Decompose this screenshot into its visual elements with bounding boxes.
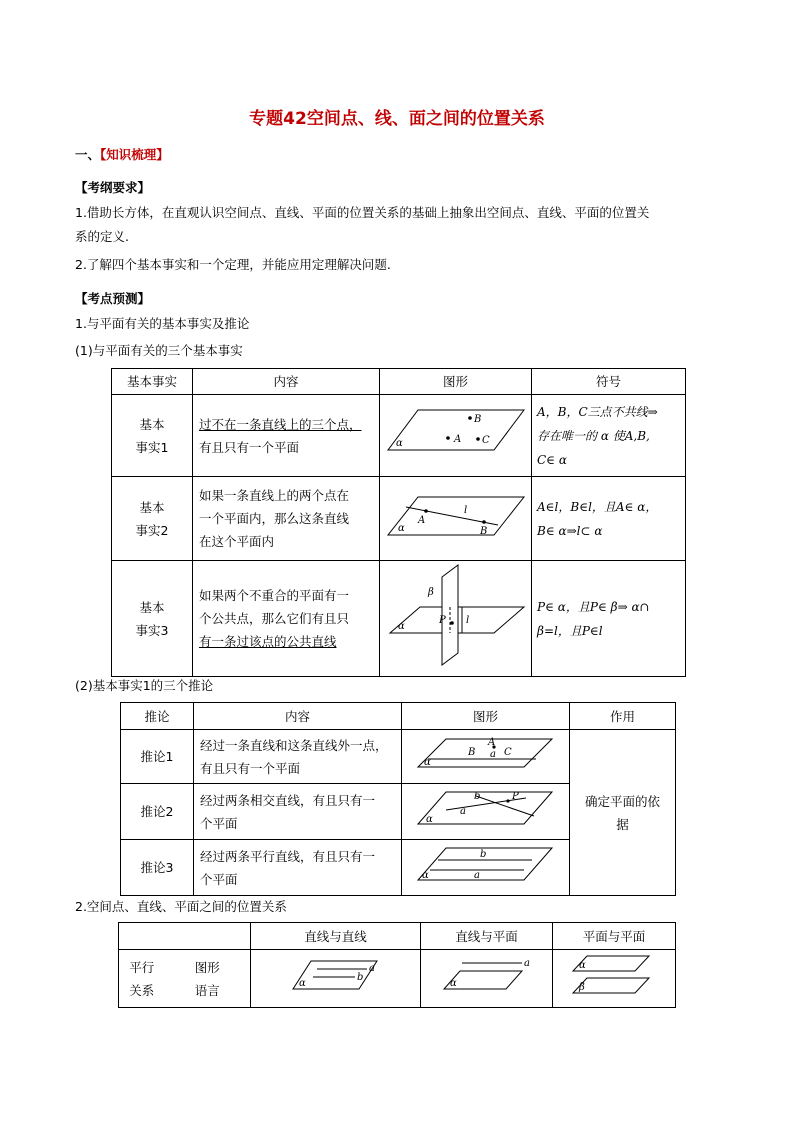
- svg-text:C: C: [481, 435, 490, 446]
- figure-cell: [380, 477, 532, 561]
- corollary-heading: (2)基本事实1的三个推论: [75, 678, 214, 693]
- table-row: [112, 561, 686, 677]
- svg-text:l: l: [465, 615, 469, 626]
- svg-text:b: b: [479, 849, 486, 860]
- header-cell: [119, 923, 251, 950]
- header-cell: 平面与平面: [553, 923, 676, 950]
- corollary-table: [120, 702, 676, 896]
- row-content: 如果两个不重合的平面有一 个公共点，那么它们有且只 有一条过该点的公共直线: [193, 561, 380, 677]
- outline-item-1: 1.借助长方体，在直观认识空间点、直线、平面的位置关系的基础上抽象出空间点、直线、平面的位置关: [75, 205, 650, 220]
- row-sub-label: 图形 语言: [165, 950, 251, 1008]
- figure-cell: [421, 950, 553, 1008]
- row-content: 过不在一条直线上的三个点， 有且只有一个平面: [193, 395, 380, 477]
- relation-heading: 2.空间点、直线、平面之间的位置关系: [75, 899, 287, 914]
- row-label: 平行 关系: [119, 950, 165, 1008]
- corollary-2-figure: [416, 786, 556, 830]
- svg-text:α: α: [421, 870, 429, 881]
- header-cell: 图形: [402, 703, 570, 730]
- outline-heading: 【考纲要求】: [75, 180, 151, 195]
- row-symbol: A，B，C三点不共线⇒ 存在唯一的 α 使A,B, C∈ α: [532, 395, 686, 477]
- svg-text:α: α: [298, 978, 306, 989]
- line-plane-parallel-figure: [442, 957, 532, 993]
- figure-cell: [402, 840, 570, 896]
- header-cell: 作用: [570, 703, 676, 730]
- svg-text:a: a: [489, 749, 496, 760]
- svg-text:α: α: [449, 978, 457, 989]
- svg-text:B: B: [467, 747, 475, 758]
- forecast-heading: 【考点预测】: [75, 291, 151, 306]
- two-planes-intersect-figure: [386, 561, 526, 669]
- svg-text:l: l: [463, 505, 467, 516]
- row-content: 经过一条直线和这条直线外一点， 有且只有一个平面: [194, 730, 402, 784]
- svg-text:α: α: [423, 757, 431, 768]
- header-cell: 图形: [380, 369, 532, 395]
- table-row: [119, 950, 676, 1008]
- line-in-plane-figure: [386, 485, 526, 545]
- role-cell: 确定平面的依 据: [570, 730, 676, 896]
- svg-text:A: A: [487, 737, 495, 748]
- row-name: 推论1: [121, 730, 194, 784]
- svg-text:C: C: [503, 747, 512, 758]
- row-name: 基本 事实3: [112, 561, 193, 677]
- svg-text:α: α: [425, 814, 433, 825]
- plane-three-points-figure: [386, 402, 526, 462]
- outline-item-2: 2.了解四个基本事实和一个定理，并能应用定理解决问题.: [75, 257, 391, 272]
- figure-cell: [402, 730, 570, 784]
- row-content: 经过两条平行直线，有且只有一 个平面: [194, 840, 402, 896]
- relation-table: [118, 922, 676, 1008]
- row-name: 基本 事实1: [112, 395, 193, 477]
- figure-cell: [553, 950, 676, 1008]
- forecast-point-1: 1.与平面有关的基本事实及推论: [75, 316, 250, 331]
- corollary-3-figure: [416, 842, 556, 886]
- svg-text:b: b: [356, 972, 363, 983]
- svg-text:α: α: [397, 523, 405, 534]
- header-cell: 基本事实: [112, 369, 193, 395]
- figure-cell: [402, 784, 570, 840]
- svg-text:a: a: [368, 963, 375, 974]
- row-name: 推论3: [121, 840, 194, 896]
- svg-text:B: B: [479, 526, 487, 537]
- header-cell: 直线与直线: [251, 923, 421, 950]
- row-content: 如果一条直线上的两个点在 一个平面内，那么这条直线 在这个平面内: [193, 477, 380, 561]
- page-title: 专题42空间点、线、面之间的位置关系: [249, 109, 545, 129]
- forecast-point-1-sub: (1)与平面有关的三个基本事实: [75, 343, 243, 358]
- svg-text:α: α: [397, 621, 405, 632]
- svg-text:β: β: [579, 982, 585, 993]
- figure-cell: [251, 950, 421, 1008]
- header-cell: 推论: [121, 703, 194, 730]
- svg-text:a: a: [459, 806, 466, 817]
- svg-text:a: a: [523, 958, 530, 969]
- svg-text:b: b: [473, 791, 480, 802]
- row-name: 基本 事实2: [112, 477, 193, 561]
- figure-cell: [380, 561, 532, 677]
- figure-cell: [380, 395, 532, 477]
- table-row: [121, 730, 676, 784]
- row-content: 经过两条相交直线，有且只有一 个平面: [194, 784, 402, 840]
- row-symbol: A∈l，B∈l，且A∈ α， B∈ α⇒l⊂ α: [532, 477, 686, 561]
- basic-facts-table: [111, 368, 686, 677]
- header-cell: 内容: [194, 703, 402, 730]
- svg-text:P: P: [511, 791, 519, 802]
- svg-text:α: α: [579, 960, 586, 971]
- table-row: [112, 395, 686, 477]
- svg-text:A: A: [417, 515, 425, 526]
- line-line-parallel-figure: [291, 957, 381, 993]
- outline-item-1-cont: 系的定义.: [75, 229, 129, 244]
- section-heading: 一、【知识梳理】: [75, 147, 169, 162]
- corollary-1-figure: [416, 733, 556, 773]
- svg-text:α: α: [395, 438, 403, 449]
- header-cell: 直线与平面: [421, 923, 553, 950]
- row-symbol: P∈ α，且P∈ β⇒ α∩ β=l，且P∈l: [532, 561, 686, 677]
- table-row: [112, 477, 686, 561]
- header-cell: 内容: [193, 369, 380, 395]
- svg-text:a: a: [473, 870, 480, 881]
- plane-plane-parallel-figure: [569, 953, 659, 997]
- svg-text:A: A: [453, 434, 461, 445]
- svg-text:B: B: [473, 414, 481, 425]
- svg-text:β: β: [427, 587, 434, 598]
- header-cell: 符号: [532, 369, 686, 395]
- row-name: 推论2: [121, 784, 194, 840]
- svg-text:P: P: [438, 615, 446, 626]
